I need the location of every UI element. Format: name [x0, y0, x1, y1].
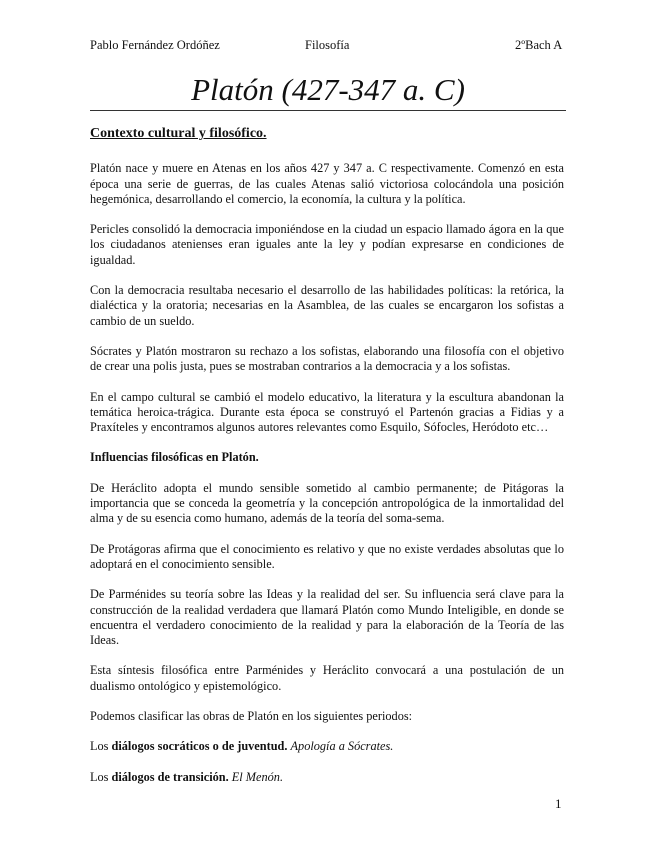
period-item — [90, 739, 564, 754]
paragraph: Con la democracia resultaba necesario el desarrollo de las habilidades políticas: la retórica, la dialéctica y la oratoria; necesarias en la Asamblea, de las cuales se encargaron los sofistas a cambio de un sueldo. — [90, 283, 564, 328]
header-author: Pablo Fernández Ordóñez — [90, 38, 220, 52]
paragraph: En el campo cultural se cambió el modelo educativo, la literatura y la escultura abandonan la temática heroica-trágica. Durante esta época se construyó el Partenón gracias a Fidias y a Praxíteles y encontramos algunos autores relevantes como Esquilo, Sófocles, Heródoto etc… — [90, 389, 564, 435]
title-divider — [90, 110, 566, 111]
period-prefix: Los — [90, 769, 112, 784]
paragraph: Podemos clasificar las obras de Platón en los siguientes periodos: — [90, 709, 413, 724]
context-heading: Contexto cultural y filosófico. — [90, 126, 267, 141]
period-item — [90, 770, 564, 785]
page-title: Platón (427-347 a. C) — [191, 72, 465, 107]
period-name: diálogos socráticos o de juventud. — [111, 739, 288, 754]
period-example: El Menón. — [231, 769, 284, 784]
influences-heading: Influencias filosóficas en Platón. — [90, 450, 259, 465]
paragraph: Sócrates y Platón mostraron su rechazo a los sofistas, elaborando una filosofía con el objetivo de crear una polis justa, pues se mostraban contrarios a la democracia y a los sofistas. — [90, 343, 564, 374]
period-prefix: Los — [90, 739, 112, 754]
paragraph: De Parménides su teoría sobre las Ideas y la realidad del ser. Su influencia será clave para la construcción de la realidad verdadera que llamará Platón como Mundo Inteligible, en donde se encuentra el verdadero conocimiento de la realidad y para la elaboración de la Teoría de las Ideas. — [90, 587, 564, 648]
header-subject: Filosofía — [305, 38, 350, 52]
period-example: Apología a Sócrates. — [290, 739, 394, 754]
period-name: diálogos de transición. — [111, 769, 229, 784]
header-course: 2ºBach A — [515, 38, 563, 52]
paragraph: Esta síntesis filosófica entre Parménides y Heráclito convocará a una postulación de un dualismo ontológico y epistemológico. — [90, 663, 564, 693]
paragraph: Pericles consolidó la democracia imponiéndose en la ciudad un espacio llamado ágora en la que los ciudadanos atenienses eran iguales ante la ley y podían expresarse en condiciones de igualdad. — [90, 222, 564, 267]
paragraph: De Heráclito adopta el mundo sensible sometido al cambio permanente; de Pitágoras la importancia que se conceda la geometría y la concepción antropológica de la inmortalidad del alma y de su esencia como humano, además de la teoría del soma-sema. — [90, 480, 564, 526]
paragraph: De Protágoras afirma que el conocimiento es relativo y que no existe verdades absolutas que lo adoptará en el conocimiento sensible. — [90, 541, 564, 571]
page-number: 1 — [555, 796, 562, 811]
document-body — [90, 126, 564, 800]
paragraph: Platón nace y muere en Atenas en los años 427 y 347 a. C respectivamente. Comenzó en esta época una serie de guerras, de las cuales Atenas salió victoriosa colocándola una posición hegemónica, desarrollando el comercio, la economía, la cultura y la política. — [90, 161, 564, 206]
